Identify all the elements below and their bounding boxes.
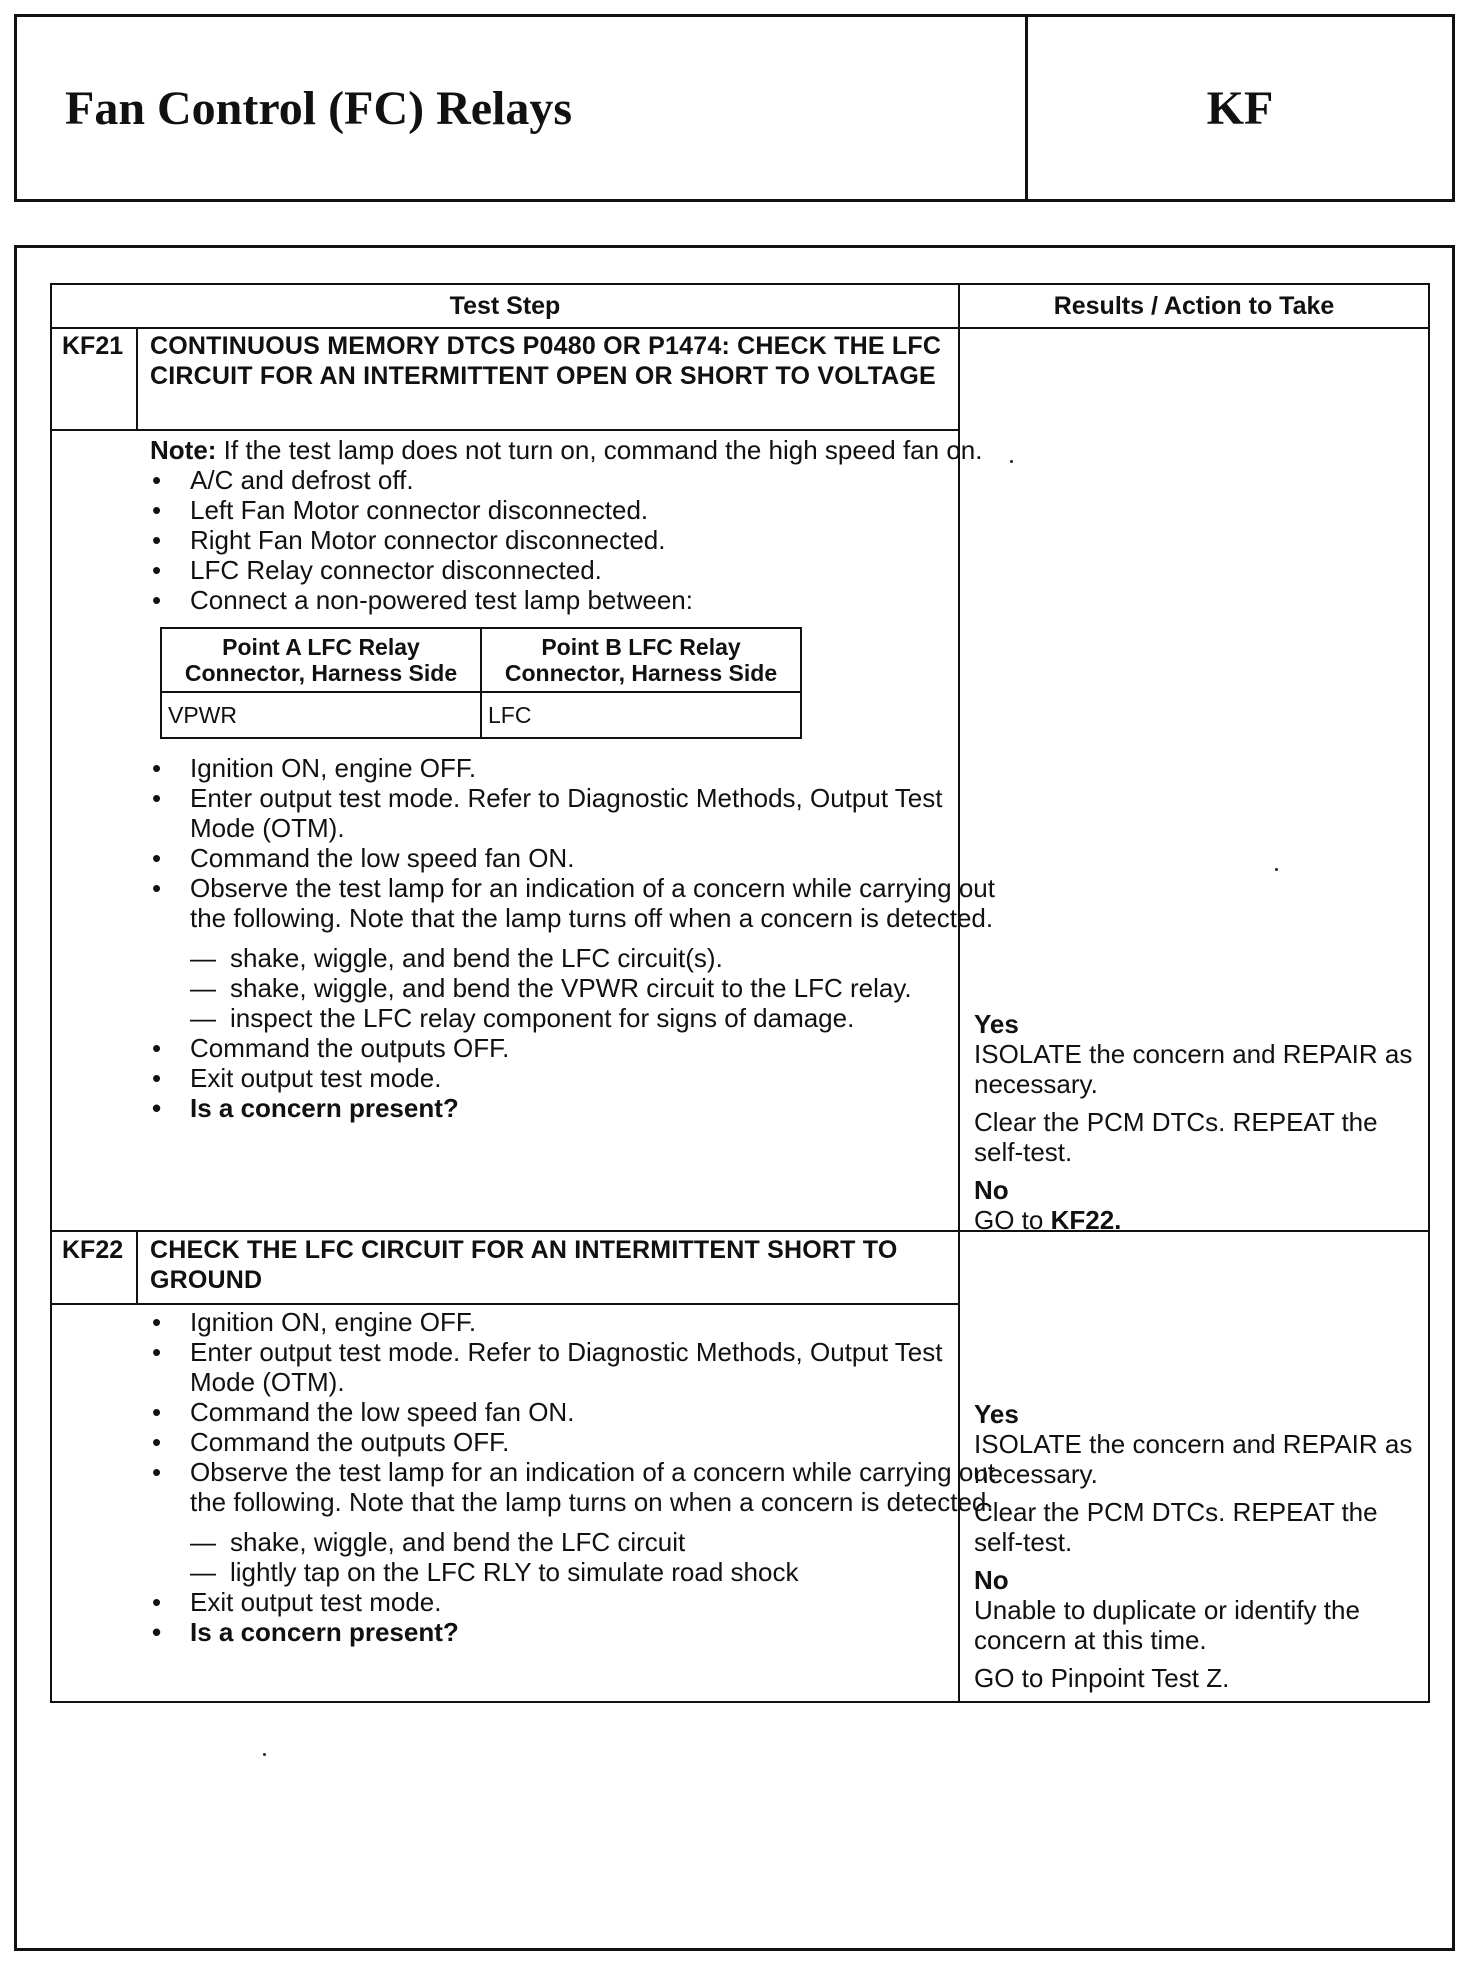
question: • Is a concern present?: [150, 1617, 1000, 1647]
no-label: No: [974, 1565, 1009, 1595]
list-item: • Ignition ON, engine OFF.: [150, 753, 1000, 783]
table-cell: LFC: [481, 692, 801, 738]
results-kf21: [974, 1009, 1424, 1235]
no-label: No: [974, 1175, 1009, 1205]
step-instructions: [150, 435, 1000, 1123]
no-action: Unable to duplicate or identify the concern at this time.: [974, 1595, 1360, 1655]
question: • Is a concern present?: [150, 1093, 1000, 1123]
list-item: • Observe the test lamp for an indication of a concern while carrying out the following. Note that the lamp turns on when a concern is detected.: [150, 1457, 1000, 1517]
note-label: Note:: [150, 435, 217, 465]
dash-item: — shake, wiggle, and bend the VPWR circuit to the LFC relay.: [190, 973, 912, 1003]
test-points-table: [160, 627, 802, 739]
scan-speck: [1275, 868, 1278, 871]
list-item: • Exit output test mode.: [150, 1587, 1000, 1617]
table-header: Point A LFC Relay Connector, Harness Side: [161, 628, 481, 692]
list-item: • LFC Relay connector disconnected.: [150, 555, 1000, 585]
yes-action: ISOLATE the concern and REPAIR as necessary.: [974, 1429, 1413, 1489]
divider: [136, 1230, 138, 1303]
step-instructions: [150, 1307, 1000, 1647]
step-id: KF21: [62, 332, 124, 360]
step-id: KF22: [62, 1236, 124, 1264]
divider: [52, 429, 958, 431]
list-item: • Exit output test mode.: [150, 1063, 1000, 1093]
divider: [52, 1303, 958, 1305]
list-item: • Command the outputs OFF.: [150, 1427, 1000, 1457]
step-title: CONTINUOUS MEMORY DTCS P0480 OR P1474: CHECK THE LFC CIRCUIT FOR AN INTERMITTENT OPEN OR SHORT TO VOLTAGE: [150, 332, 942, 390]
no-action-2: GO to Pinpoint Test Z.: [974, 1663, 1230, 1693]
list-item: • Ignition ON, engine OFF.: [150, 1307, 1000, 1337]
page-header: [14, 14, 1455, 202]
page-title: Fan Control (FC) Relays: [17, 17, 1028, 199]
list-item: • Observe the test lamp for an indication of a concern while carrying out the following. Note that the lamp turns off when a concern is detected.: [150, 873, 1000, 933]
table-header: Point B LFC Relay Connector, Harness Side: [481, 628, 801, 692]
dash-item: — shake, wiggle, and bend the LFC circuit: [190, 1527, 686, 1557]
table-cell: VPWR: [161, 692, 481, 738]
note: [150, 435, 1000, 465]
dash-item: — shake, wiggle, and bend the LFC circuit(s).: [190, 943, 723, 973]
scan-speck: [1010, 460, 1013, 463]
yes-action: ISOLATE the concern and REPAIR as necessary.: [974, 1039, 1413, 1099]
dash-item: — lightly tap on the LFC RLY to simulate road shock: [190, 1557, 799, 1587]
list-item: • Right Fan Motor connector disconnected.: [150, 525, 1000, 555]
column-header-test-step: Test Step: [449, 292, 561, 320]
list-item: • Command the low speed fan ON.: [150, 843, 1000, 873]
results-kf22: [974, 1399, 1424, 1693]
yes-action-2: Clear the PCM DTCs. REPEAT the self-test.: [974, 1497, 1378, 1557]
no-action: GO to KF22.: [974, 1205, 1122, 1235]
note-text: If the test lamp does not turn on, command the high speed fan on.: [216, 435, 983, 465]
list-item: • Command the low speed fan ON.: [150, 1397, 1000, 1427]
list-item: • Command the outputs OFF.: [150, 1033, 1000, 1063]
scan-speck: [263, 1753, 266, 1756]
yes-label: Yes: [974, 1399, 1019, 1429]
divider: [136, 327, 138, 429]
list-item: • Enter output test mode. Refer to Diagnostic Methods, Output Test Mode (OTM).: [150, 783, 1000, 843]
divider: [52, 327, 1428, 329]
step-link: KF22.: [1050, 1205, 1122, 1235]
dash-item: — inspect the LFC relay component for signs of damage.: [190, 1003, 855, 1033]
yes-label: Yes: [974, 1009, 1019, 1039]
column-header-results: Results / Action to Take: [1053, 292, 1335, 320]
main-frame: [14, 245, 1455, 1951]
list-item: • Enter output test mode. Refer to Diagnostic Methods, Output Test Mode (OTM).: [150, 1337, 1000, 1397]
section-code: KF: [1206, 81, 1274, 135]
step-title: CHECK THE LFC CIRCUIT FOR AN INTERMITTENT SHORT TO GROUND: [150, 1236, 898, 1294]
list-item: • A/C and defrost off.: [150, 465, 1000, 495]
test-table: [50, 283, 1430, 1703]
yes-action-2: Clear the PCM DTCs. REPEAT the self-test.: [974, 1107, 1378, 1167]
list-item: • Connect a non-powered test lamp between:: [150, 585, 1000, 615]
list-item: • Left Fan Motor connector disconnected.: [150, 495, 1000, 525]
